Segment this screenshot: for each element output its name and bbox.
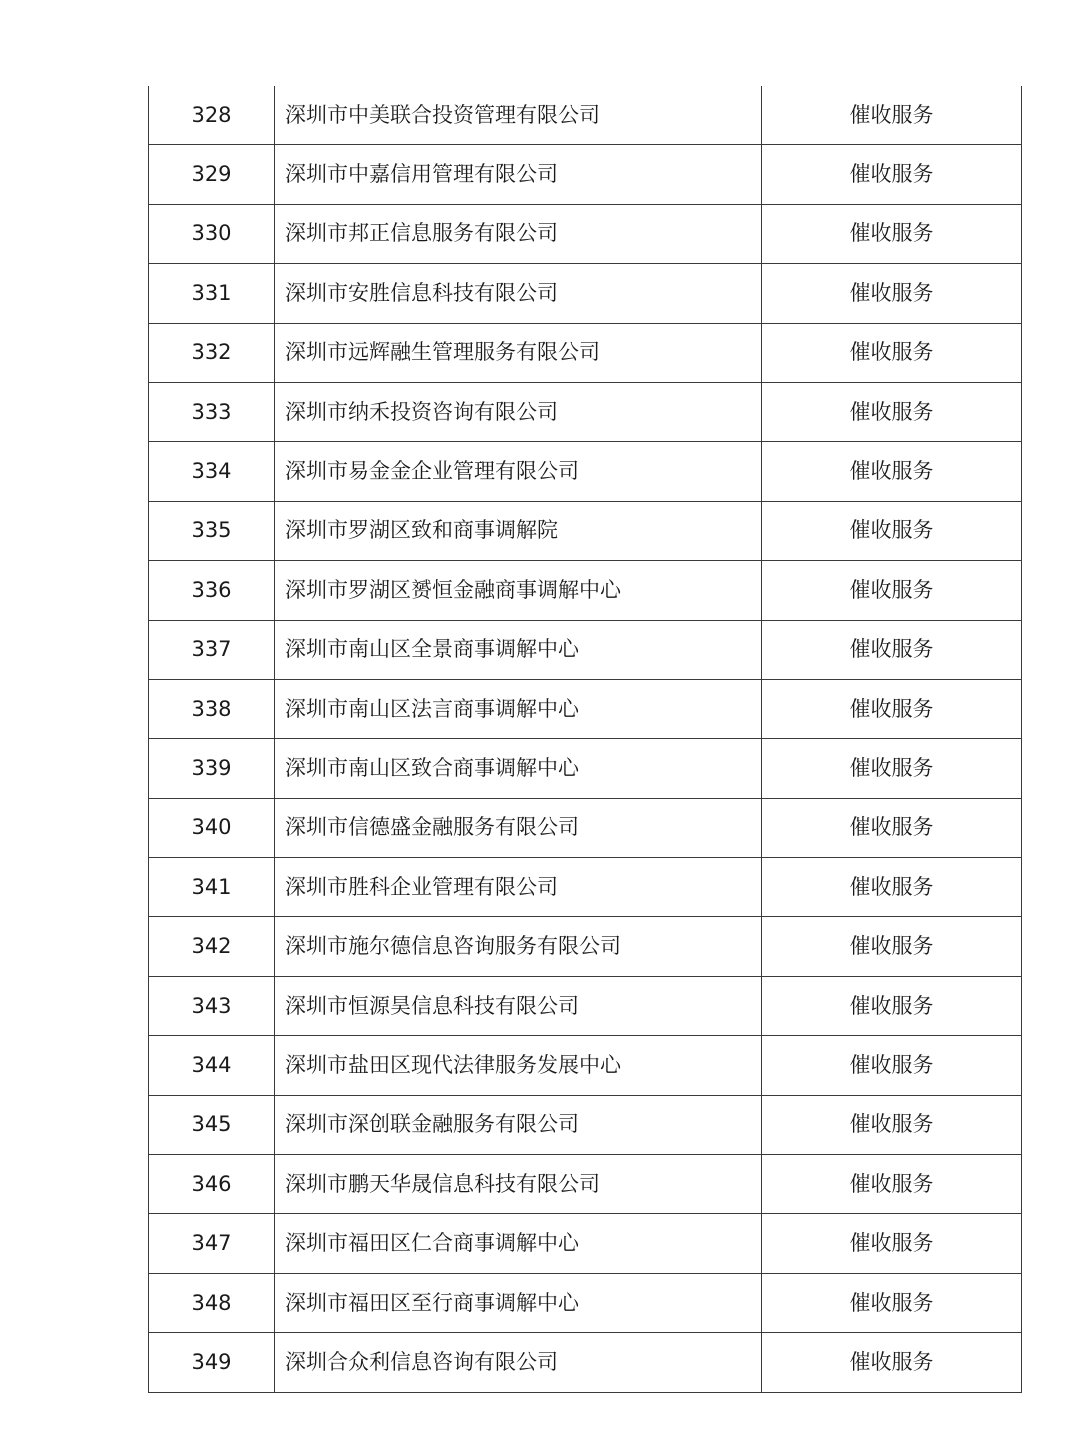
company-name-cell: 深圳市安胜信息科技有限公司 (275, 264, 762, 323)
company-name-cell: 深圳市盐田区现代法律服务发展中心 (275, 1036, 762, 1095)
service-type-cell: 催收服务 (762, 1036, 1022, 1095)
row-number-cell: 338 (149, 679, 275, 738)
table-body (149, 86, 1022, 1392)
company-name-cell: 深圳市南山区全景商事调解中心 (275, 620, 762, 679)
row-number-cell: 340 (149, 798, 275, 857)
row-number-cell: 328 (149, 86, 275, 145)
row-number-cell: 337 (149, 620, 275, 679)
company-name-cell: 深圳市邦正信息服务有限公司 (275, 204, 762, 263)
row-number-cell: 330 (149, 204, 275, 263)
company-name-cell: 深圳市远辉融生管理服务有限公司 (275, 323, 762, 382)
company-name-cell: 深圳市福田区至行商事调解中心 (275, 1273, 762, 1332)
company-name-cell: 深圳市鹏天华晟信息科技有限公司 (275, 1155, 762, 1214)
row-number-cell: 335 (149, 501, 275, 560)
row-number-cell: 341 (149, 858, 275, 917)
service-type-cell: 催收服务 (762, 679, 1022, 738)
service-type-cell: 催收服务 (762, 323, 1022, 382)
table-row (149, 86, 1022, 145)
company-name-cell: 深圳市易金金企业管理有限公司 (275, 442, 762, 501)
table-row (149, 798, 1022, 857)
table-row (149, 382, 1022, 441)
service-type-cell: 催收服务 (762, 858, 1022, 917)
service-type-cell: 催收服务 (762, 917, 1022, 976)
table-row (149, 976, 1022, 1035)
service-type-cell: 催收服务 (762, 145, 1022, 204)
service-type-cell: 催收服务 (762, 739, 1022, 798)
service-type-cell: 催收服务 (762, 86, 1022, 145)
row-number-cell: 346 (149, 1155, 275, 1214)
company-name-cell: 深圳市罗湖区赟恒金融商事调解中心 (275, 561, 762, 620)
table-row (149, 561, 1022, 620)
company-name-cell: 深圳市中美联合投资管理有限公司 (275, 86, 762, 145)
row-number-cell: 342 (149, 917, 275, 976)
row-number-cell: 347 (149, 1214, 275, 1273)
service-type-cell: 催收服务 (762, 382, 1022, 441)
row-number-cell: 349 (149, 1333, 275, 1392)
table-row (149, 1214, 1022, 1273)
row-number-cell: 329 (149, 145, 275, 204)
company-name-cell: 深圳合众利信息咨询有限公司 (275, 1333, 762, 1392)
table-row (149, 1333, 1022, 1392)
table-row (149, 264, 1022, 323)
row-number-cell: 333 (149, 382, 275, 441)
table-row (149, 1036, 1022, 1095)
table-row (149, 442, 1022, 501)
row-number-cell: 332 (149, 323, 275, 382)
service-type-cell: 催收服务 (762, 264, 1022, 323)
company-name-cell: 深圳市南山区致合商事调解中心 (275, 739, 762, 798)
company-name-cell: 深圳市信德盛金融服务有限公司 (275, 798, 762, 857)
company-name-cell: 深圳市深创联金融服务有限公司 (275, 1095, 762, 1154)
row-number-cell: 331 (149, 264, 275, 323)
table-row (149, 204, 1022, 263)
row-number-cell: 343 (149, 976, 275, 1035)
company-name-cell: 深圳市南山区法言商事调解中心 (275, 679, 762, 738)
table-row (149, 679, 1022, 738)
row-number-cell: 344 (149, 1036, 275, 1095)
company-name-cell: 深圳市纳禾投资咨询有限公司 (275, 382, 762, 441)
service-type-cell: 催收服务 (762, 561, 1022, 620)
table-row (149, 1273, 1022, 1332)
service-type-cell: 催收服务 (762, 798, 1022, 857)
service-type-cell: 催收服务 (762, 204, 1022, 263)
service-type-cell: 催收服务 (762, 442, 1022, 501)
table-row (149, 858, 1022, 917)
company-name-cell: 深圳市罗湖区致和商事调解院 (275, 501, 762, 560)
service-type-cell: 催收服务 (762, 1273, 1022, 1332)
table-row (149, 501, 1022, 560)
company-name-cell: 深圳市中嘉信用管理有限公司 (275, 145, 762, 204)
company-name-cell: 深圳市恒源昊信息科技有限公司 (275, 976, 762, 1035)
service-type-cell: 催收服务 (762, 1095, 1022, 1154)
table-row (149, 1095, 1022, 1154)
table-row (149, 145, 1022, 204)
table-row (149, 1155, 1022, 1214)
row-number-cell: 345 (149, 1095, 275, 1154)
service-type-cell: 催收服务 (762, 976, 1022, 1035)
service-type-cell: 催收服务 (762, 1214, 1022, 1273)
company-name-cell: 深圳市福田区仁合商事调解中心 (275, 1214, 762, 1273)
service-type-cell: 催收服务 (762, 620, 1022, 679)
service-type-cell: 催收服务 (762, 501, 1022, 560)
table-row (149, 323, 1022, 382)
company-list-table (148, 86, 1022, 1393)
table-row (149, 917, 1022, 976)
service-type-cell: 催收服务 (762, 1155, 1022, 1214)
row-number-cell: 339 (149, 739, 275, 798)
table-row (149, 739, 1022, 798)
row-number-cell: 336 (149, 561, 275, 620)
row-number-cell: 348 (149, 1273, 275, 1332)
row-number-cell: 334 (149, 442, 275, 501)
table-row (149, 620, 1022, 679)
company-name-cell: 深圳市胜科企业管理有限公司 (275, 858, 762, 917)
company-name-cell: 深圳市施尔德信息咨询服务有限公司 (275, 917, 762, 976)
service-type-cell: 催收服务 (762, 1333, 1022, 1392)
